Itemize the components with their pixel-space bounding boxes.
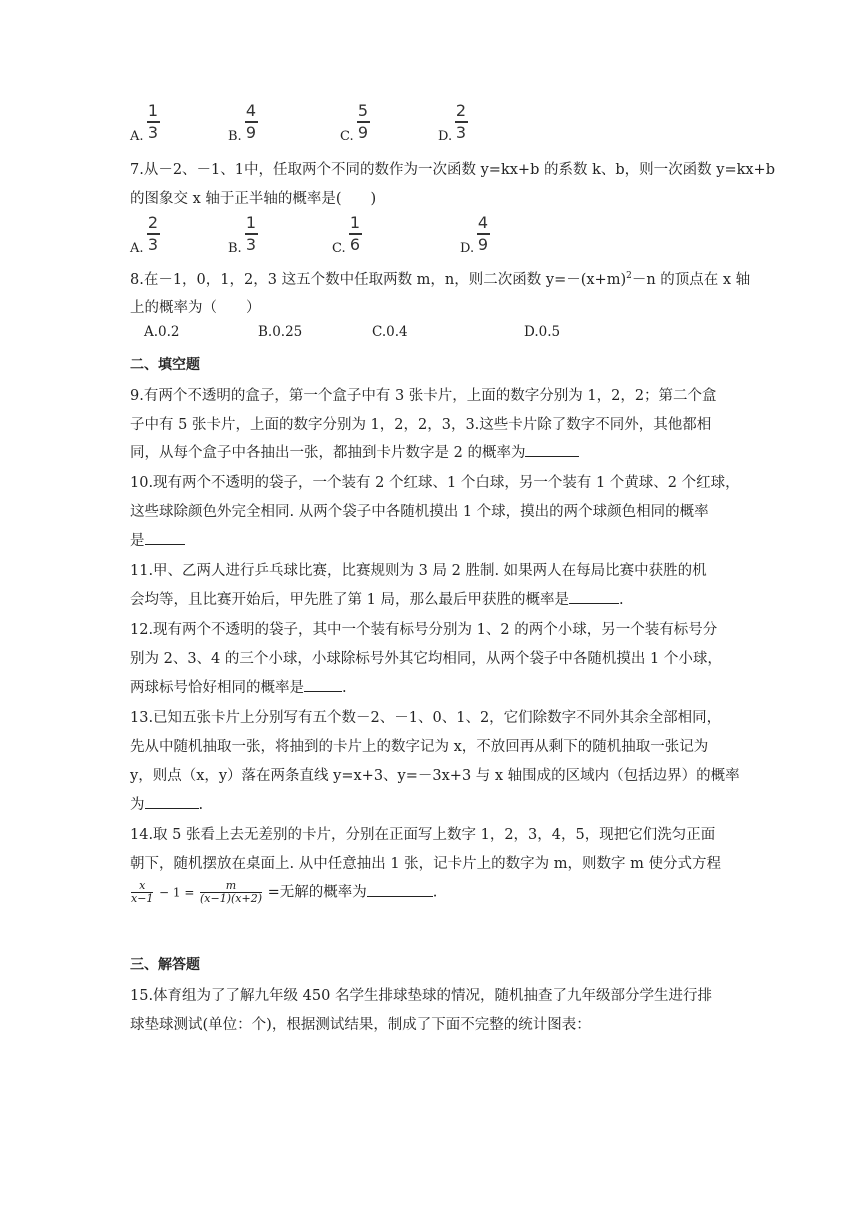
q15-line-1: 15.体育组为了了解九年级 450 名学生排球垫球的情况，随机抽查了九年级部分学生进行排: [130, 988, 712, 1004]
fraction: 1 6: [349, 213, 361, 254]
q12-line-2: 别为 2、3、4 的三个小球，小球除标号外其它均相同，从两个袋子中各随机摸出 1 个小球，: [130, 651, 722, 667]
q8-option-a: A.0.2: [144, 324, 180, 340]
q11-line-2: 会均等，且比赛开始后，甲先胜了第 1 局，那么最后甲获胜的概率是 .: [130, 588, 624, 609]
q8-option-b: B.0.25: [258, 324, 303, 340]
answer-blank[interactable]: [367, 882, 433, 897]
fraction: 5 9: [357, 101, 369, 142]
equation-fraction-left: $\frac{x}{x-1}$: [131, 879, 154, 905]
q8-option-d: D.0.5: [524, 324, 561, 340]
q15-line-2: 球垫球测试(单位：个)，根据测试结果，制成了下面不完整的统计图表：: [130, 1017, 591, 1033]
q7-line-1: 7.从－2、－1、1中，任取两个不同的数作为一次函数 y=kx+b 的系数 k、b，则一次函数 y=kx+b: [130, 162, 775, 178]
answer-blank[interactable]: [304, 677, 342, 692]
q8-option-c: C.0.4: [372, 324, 408, 340]
fraction: 4 9: [477, 213, 489, 254]
fraction: 2 3: [147, 213, 159, 254]
q10-line-3: 是: [130, 529, 185, 550]
answer-blank[interactable]: [145, 794, 199, 809]
q9-line-1: 9.有两个不透明的盒子，第一个盒子中有 3 张卡片，上面的数字分别为 1，2，2；第二个盒: [130, 388, 717, 404]
q10-line-1: 10.现有两个不透明的袋子，一个装有 2 个红球、1 个白球，另一个装有 1 个黄球、2 个红球，: [130, 475, 740, 491]
section-heading-fill-in: 二、填空题: [130, 357, 200, 373]
q14-line-3: $\frac{x}{x-1}$ − 1 = $\frac{m}{(x-1)(x+2)}$ =无解的概率为 .: [131, 879, 438, 905]
q13-line-1: 13.已知五张卡片上分别写有五个数－2、－1、0、1、2，它们除数字不同外其余全部相同，: [130, 710, 722, 726]
q14-line-2: 朝下，随机摆放在桌面上. 从中任意抽出 1 张，记卡片上的数字为 m，则数字 m 使分式方程: [130, 856, 721, 872]
q14-line-1: 14.取 5 张看上去无差别的卡片，分别在正面写上数字 1，2，3，4，5，现把它们洗匀正面: [130, 827, 716, 843]
fraction: 1 3: [245, 213, 257, 254]
q11-line-1: 11.甲、乙两人进行乒乓球比赛，比赛规则为 3 局 2 胜制. 如果两人在每局比赛中获胜的机: [130, 563, 707, 579]
q10-line-2: 这些球除颜色外完全相同. 从两个袋子中各随机摸出 1 个球，摸出的两个球颜色相同的概率: [130, 504, 709, 520]
q8-line-2: 上的概率为（ ）: [130, 300, 261, 316]
q13-line-2: 先从中随机抽取一张，将抽到的卡片上的数字记为 x，不放回再从剩下的随机抽取一张记为: [130, 739, 709, 755]
equation-fraction-right: $\frac{m}{(x-1)(x+2)}$: [200, 879, 263, 905]
answer-blank[interactable]: [525, 442, 579, 457]
fraction: 4 9: [245, 101, 257, 142]
q9-line-2: 子中有 5 张卡片，上面的数字分别为 1，2，2，3，3.这些卡片除了数字不同外，其他都相: [130, 417, 712, 433]
q7-options: A. 2 3 B. 1 3 C. 1 6 D. 4 9: [130, 213, 489, 256]
q8-line-1: 8.在－1，0，1，2，3 这五个数中任取两数 m，n，则二次函数 $y=-(x+m)^2-n$ 的顶点在 x 轴: [130, 271, 751, 288]
q9-line-3: 同，从每个盒子中各抽出一张，都抽到卡片数字是 2 的概率为: [130, 441, 579, 462]
q13-line-3: y，则点（x，y）落在两条直线 y=x+3、y=－3x+3 与 x 轴围成的区域内（包括边界）的概率: [130, 768, 740, 784]
q12-line-3: 两球标号恰好相同的概率是 .: [130, 676, 347, 697]
answer-blank[interactable]: [569, 589, 619, 604]
fraction: 2 3: [455, 101, 467, 142]
q7-line-2: 的图象交 x 轴于正半轴的概率是( ): [130, 191, 377, 207]
q13-line-4: 为 .: [130, 793, 203, 814]
section-heading-solutions: 三、解答题: [130, 957, 200, 973]
answer-blank[interactable]: [145, 530, 185, 545]
fraction: 1 3: [147, 101, 159, 142]
q6-options: A. 1 3 B. 4 9 C. 5 9 D. 2 3: [130, 101, 467, 144]
q12-line-1: 12.现有两个不透明的袋子，其中一个装有标号分别为 1、2 的两个小球，另一个装有标号分: [130, 622, 718, 638]
